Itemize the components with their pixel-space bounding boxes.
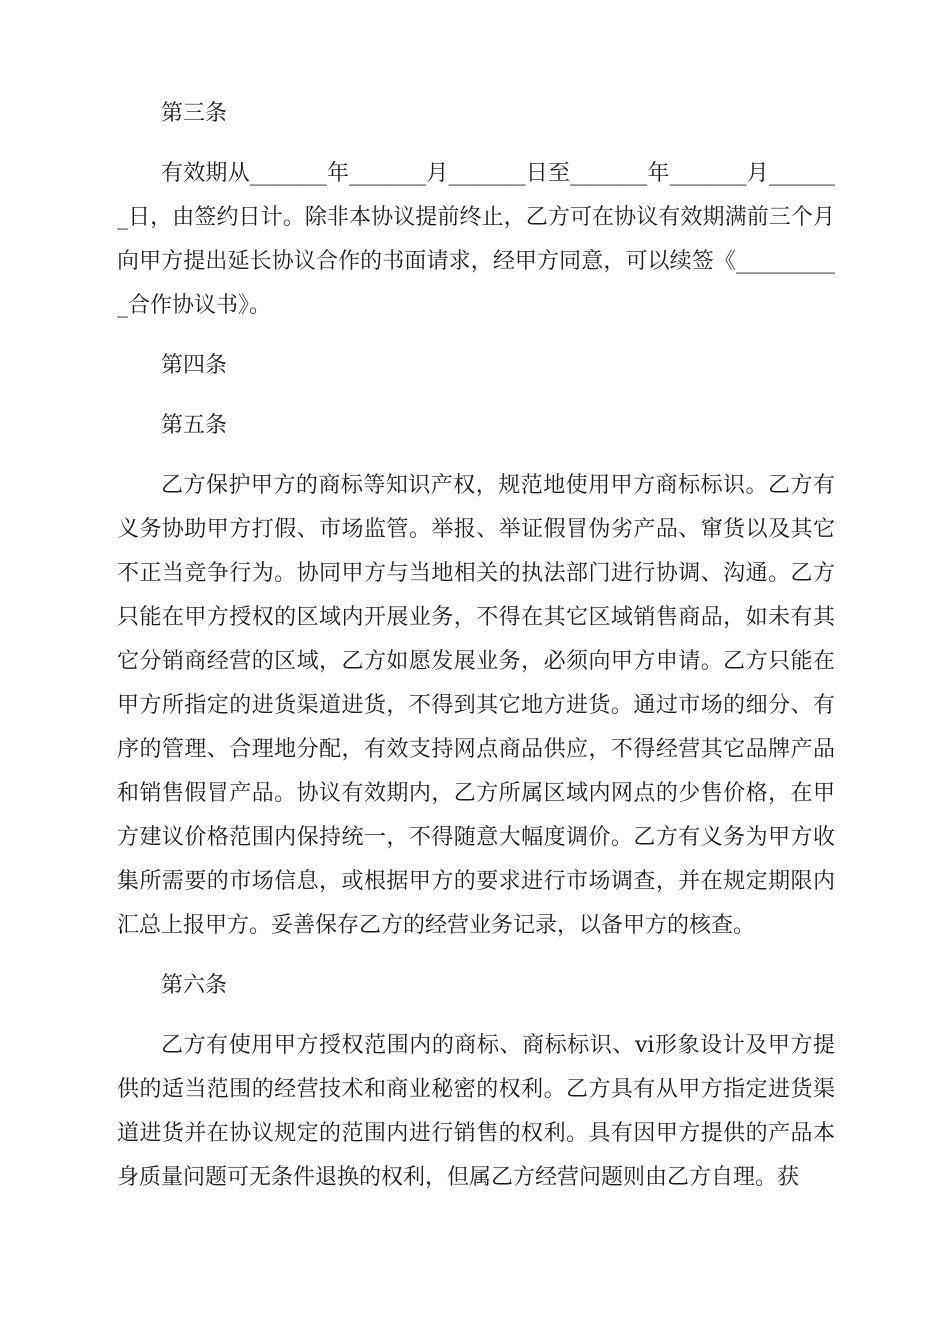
paragraph-party-b-rights: 乙方有使用甲方授权范围内的商标、商标标识、vi形象设计及甲方提供的适当范围的经营技术和商业秘密的权利。乙方具有从甲方指定进货渠道进货并在协议规定的范围内进行销售的权利。具有因甲方提供的产品本身质量问题可无条件退换的权利，但属乙方经营问题则由乙方自理。获 [117, 1033, 835, 1190]
section-heading-article-5: 第五条 [161, 413, 228, 438]
paragraph-trademark-obligations: 乙方保护甲方的商标等知识产权，规范地使用甲方商标标识。乙方有义务协助甲方打假、市场监管。举报、举证假冒伪劣产品、窜货以及其它不正当竞争行为。协同甲方与当地相关的执法部门进行协调、沟通。乙方只能在甲方授权的区域内开展业务，不得在其它区域销售商品，如未有其它分销商经营的区域，乙方如愿发展业务，必须向甲方申请。乙方只能在甲方所指定的进货渠道进货，不得到其它地方进货。通过市场的细分、有序的管理、合理地分配，有效支持网点商品供应，不得经营其它品牌产品和销售假冒产品。协议有效期内，乙方所属区域内网点的少售价格，在甲方建议价格范围内保持统一，不得随意大幅度调价。乙方有义务为甲方收集所需要的市场信息，或根据甲方的要求进行市场调查，并在规定期限内汇总上报甲方。妥善保存乙方的经营业务记录，以备甲方的核查。 [117, 473, 835, 938]
section-heading-article-6: 第六条 [161, 973, 228, 998]
section-heading-article-3: 第三条 [161, 101, 228, 126]
section-heading-article-4: 第四条 [161, 353, 228, 378]
paragraph-validity-period: 有效期从_______年_______月_______日至_______年_______月_______日，由签约日计。除非本协议提前终止，乙方可在协议有效期满前三个月向甲方提出延长协议合作的书面请求，经甲方同意，可以续签《__________合作协议书》。 [117, 161, 835, 318]
document-body [117, 92, 835, 1200]
